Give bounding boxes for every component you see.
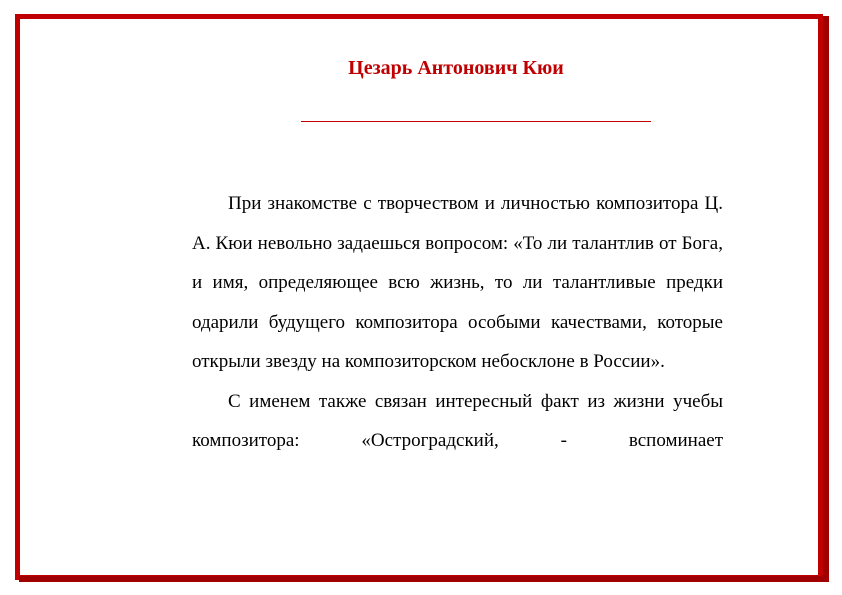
document-body: [192, 184, 723, 461]
page-border-shadow-right: [823, 16, 829, 582]
paragraph-1: При знакомстве с творчеством и личностью композитора Ц. А. Кюи невольно задаешься вопросом: «То ли талантлив от Бога, и имя, определяющее всю жизнь, то ли талантливые предки одарили будущего композитора особыми качествами, которые открыли звезду на композиторском небосклоне в России».: [192, 193, 723, 372]
page-border-shadow-bottom: [19, 576, 829, 582]
paragraph-2: С именем также связан интересный факт из жизни учебы композитора: «Остроградский, - вспоминает: [192, 390, 723, 451]
page-title: Цезарь Антонович Кюи: [348, 57, 564, 79]
title-divider: [301, 121, 651, 122]
